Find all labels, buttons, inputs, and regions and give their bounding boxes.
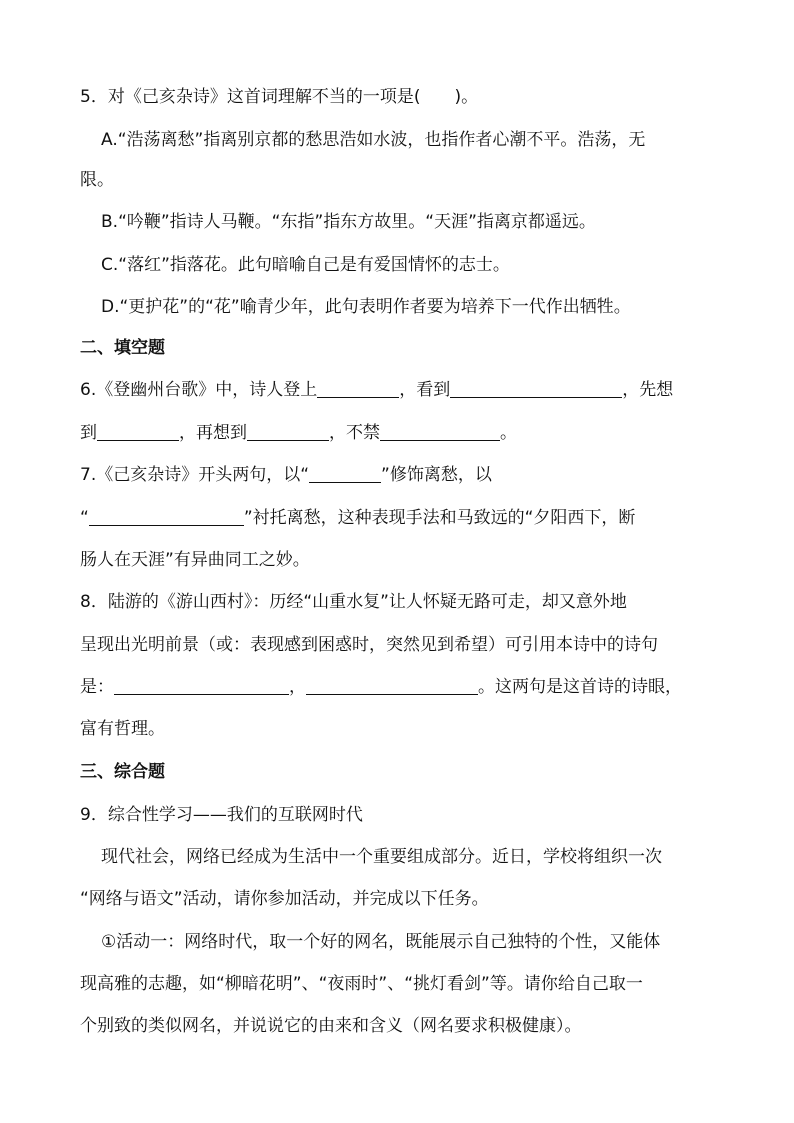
- question-7-line-1: [80, 463, 492, 487]
- question-5-option-c: C.“落红”指落花。此句暗喻自己是有爱国情怀的志士。: [101, 255, 510, 275]
- question-9-task-1: ①活动一：网络时代，取一个好的网名，既能展示自己独特的个性，又能体: [101, 932, 661, 952]
- question-6-text: 。: [500, 423, 517, 443]
- section-heading-fill-in: 二、填空题: [80, 338, 165, 358]
- question-9-task-1-end: 个别致的类似网名，并说说它的由来和含义（网名要求积极健康）。: [80, 1016, 582, 1036]
- answer-blank[interactable]: [114, 676, 289, 695]
- question-5-option-b: B.“吟鞭”指诗人马鞭。“东指”指东方故里。“天涯”指离京都遥远。: [101, 212, 596, 232]
- question-8-line-3: [80, 675, 682, 699]
- question-8-text: 是：: [80, 677, 114, 697]
- answer-blank[interactable]: [247, 422, 329, 441]
- question-8-text: ，: [289, 677, 306, 697]
- question-7-text: “: [80, 508, 89, 528]
- answer-blank[interactable]: [306, 676, 478, 695]
- question-6-text: ，再想到: [179, 423, 247, 443]
- answer-blank[interactable]: [309, 464, 381, 483]
- question-8-line-1: 8．陆游的《游山西村》：历经“山重水复”让人怀疑无路可走，却又意外地: [80, 592, 627, 612]
- question-9-paragraph-1: 现代社会，网络已经成为生活中一个重要组成部分。近日，学校将组织一次: [101, 847, 662, 867]
- question-8-line-4: 富有哲理。: [80, 719, 165, 739]
- answer-blank[interactable]: [97, 422, 179, 441]
- question-7-text: ”衬托离愁，这种表现手法和马致远的“夕阳西下，断: [243, 508, 636, 528]
- question-5-option-a-continued: 限。: [80, 170, 114, 190]
- question-6-text: ，不禁: [329, 423, 380, 443]
- section-heading-comprehensive: 三、综合题: [80, 762, 165, 782]
- question-7-text: ”修饰离愁，以: [381, 465, 492, 485]
- question-6-line-1: [80, 378, 673, 402]
- question-8-text: 。这两句是这首诗的诗眼，: [478, 677, 682, 697]
- question-6-text: ，先想: [622, 380, 674, 400]
- question-7-line-3: 肠人在天涯”有异曲同工之妙。: [80, 550, 310, 570]
- question-9-task-1-continued: 现高雅的志趣，如“柳暗花明”、“夜雨时”、“挑灯看剑”等。请你给自己取一: [80, 974, 643, 994]
- answer-blank[interactable]: [89, 507, 244, 526]
- answer-blank[interactable]: [450, 379, 622, 398]
- answer-blank[interactable]: [380, 422, 500, 441]
- question-8-line-2: 呈现出光明前景（或：表现感到困惑时，突然见到希望）可引用本诗中的诗句: [80, 635, 658, 655]
- question-6-text: ，看到: [399, 380, 451, 400]
- question-5-option-a: A.“浩荡离愁”指离别京都的愁思浩如水波，也指作者心潮不平。浩荡，无: [101, 130, 646, 150]
- question-9-title: 9．综合性学习——我们的互联网时代: [80, 805, 363, 825]
- answer-blank[interactable]: [317, 379, 399, 398]
- question-7-line-2: [80, 506, 635, 530]
- question-5-option-d: D.“更护花”的“花”喻青少年，此句表明作者要为培养下一代作出牺牲。: [101, 297, 631, 317]
- question-6-text: 到: [80, 423, 97, 443]
- question-5-stem: 5．对《己亥杂诗》这首词理解不当的一项是( )。: [80, 87, 479, 107]
- question-9-paragraph-1-continued: “网络与语文”活动，请你参加活动，并完成以下任务。: [80, 889, 489, 909]
- question-6-line-2: [80, 421, 517, 445]
- question-7-text: 7.《己亥杂诗》开头两句，以“: [80, 465, 310, 485]
- question-6-text: 6.《登幽州台歌》中，诗人登上: [80, 380, 318, 400]
